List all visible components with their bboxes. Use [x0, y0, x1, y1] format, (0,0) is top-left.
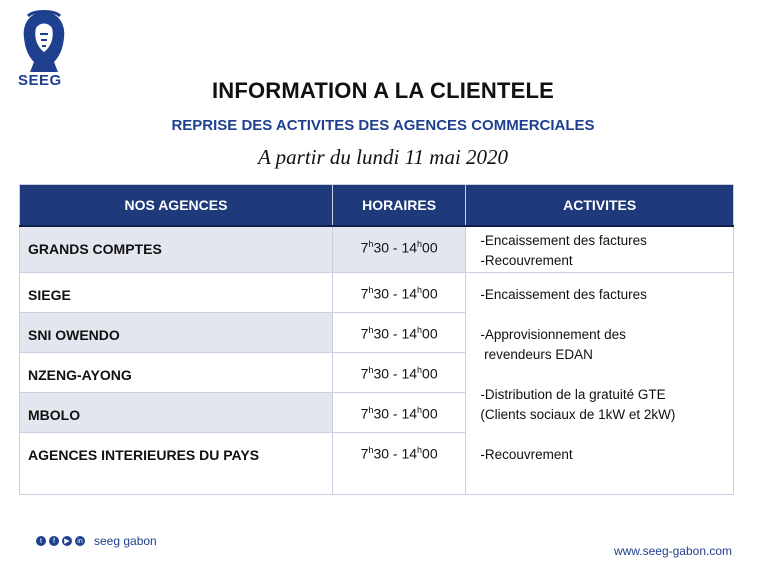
- linkedin-icon[interactable]: in: [75, 536, 85, 546]
- activity-item: -Recouvrement: [480, 253, 573, 268]
- agency-name: GRANDS COMPTES: [20, 226, 333, 272]
- activities-cell: [466, 272, 734, 494]
- twitter-icon[interactable]: t: [36, 536, 46, 546]
- activities-cell: [466, 226, 734, 272]
- activity-item: -Encaissement des factures: [480, 233, 647, 248]
- logo-text: SEEG: [18, 72, 62, 89]
- facebook-icon[interactable]: f: [49, 536, 59, 546]
- agency-name: SNI OWENDO: [20, 312, 333, 352]
- opening-hours: 7$^h$30 - 14$^h$00: [332, 392, 465, 432]
- header-hours: HORAIRES: [332, 185, 465, 227]
- agency-name: SIEGE: [20, 272, 333, 312]
- effective-date: A partir du lundi 11 mai 2020: [257, 145, 509, 169]
- youtube-icon[interactable]: ▶: [62, 536, 72, 546]
- activity-item: -Distribution de la gratuité GTE: [480, 386, 666, 402]
- agency-name: NZENG-AYONG: [20, 352, 333, 392]
- table-row: [20, 272, 734, 312]
- agency-name: MBOLO: [20, 392, 333, 432]
- opening-hours: 7$^h$30 - 14$^h$00: [332, 272, 465, 312]
- activity-item: -Encaissement des factures: [480, 286, 647, 302]
- header-agencies: NOS AGENCES: [20, 185, 333, 227]
- agency-name: AGENCES INTERIEURES DU PAYS: [20, 432, 333, 494]
- social-links: [36, 534, 157, 548]
- opening-hours: 7$^h$30 - 14$^h$00: [332, 352, 465, 392]
- social-handle[interactable]: seeg gabon: [94, 534, 157, 548]
- activity-item: revendeurs EDAN: [480, 346, 593, 362]
- activity-item: -Approvisionnement des: [480, 326, 626, 342]
- table-header-row: [20, 185, 734, 227]
- page-subtitle: REPRISE DES ACTIVITES DES AGENCES COMMERCIALES: [171, 117, 595, 134]
- table-row: [20, 226, 734, 272]
- opening-hours: 7$^h$30 - 14$^h$00: [332, 312, 465, 352]
- opening-hours: 7$^h$30 - 14$^h$00: [332, 226, 465, 272]
- activity-item: (Clients sociaux de 1kW et 2kW): [480, 406, 676, 422]
- opening-hours: 7$^h$30 - 14$^h$00: [332, 432, 465, 494]
- website-link[interactable]: www.seeg-gabon.com: [613, 544, 732, 558]
- header-activities: ACTIVITES: [466, 185, 734, 227]
- page-title: INFORMATION A LA CLIENTELE: [211, 78, 555, 103]
- agencies-table: [19, 184, 734, 495]
- activity-item: -Recouvrement: [480, 446, 573, 462]
